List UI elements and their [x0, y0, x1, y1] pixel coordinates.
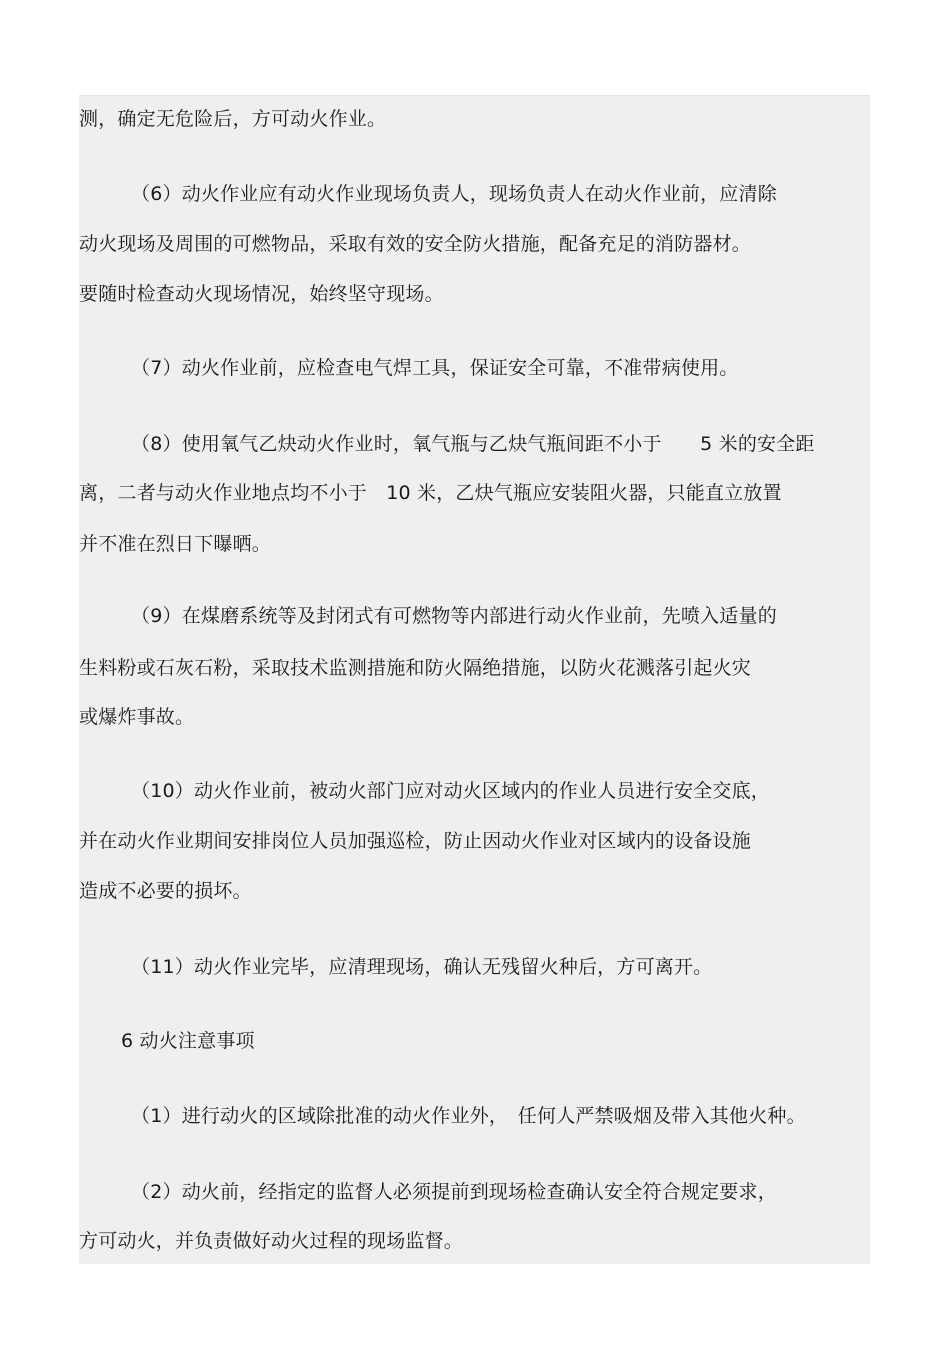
paragraph-9-line-3: 或爆炸事故。 — [79, 706, 195, 728]
paragraph-6-line-1: （6）动火作业应有动火作业现场负责人，现场负责人在动火作业前，应清除 — [131, 183, 777, 205]
note-2-line-2: 方可动火，并负责做好动火过程的现场监督。 — [79, 1230, 464, 1252]
paragraph-6-line-2: 动火现场及周围的可燃物品，采取有效的安全防火措施，配备充足的消防器材。 — [79, 233, 752, 255]
document-page — [79, 95, 870, 1264]
paragraph-10-line-3: 造成不必要的损坏。 — [79, 880, 252, 902]
text-line: 测，确定无危险后，方可动火作业。 — [79, 108, 387, 130]
paragraph-10-line-2: 并在动火作业期间安排岗位人员加强巡检，防止因动火作业对区域内的设备设施 — [79, 830, 752, 852]
paragraph-9-line-1: （9）在煤磨系统等及封闭式有可燃物等内部进行动火作业前，先喷入适量的 — [131, 605, 777, 627]
paragraph-7: （7）动火作业前，应检查电气焊工具，保证安全可靠，不准带病使用。 — [131, 357, 739, 379]
paragraph-10-line-1: （10）动火作业前，被动火部门应对动火区域内的作业人员进行安全交底， — [131, 780, 770, 802]
paragraph-8-line-1: （8）使用氧气乙炔动火作业时，氧气瓶与乙炔气瓶间距不小于 5 米的安全距 — [131, 433, 815, 455]
paragraph-11: （11）动火作业完毕，应清理现场，确认无残留火种后，方可离开。 — [131, 956, 713, 978]
paragraph-6-line-3: 要随时检查动火现场情况，始终坚守现场。 — [79, 283, 444, 305]
section-heading: 6 动火注意事项 — [121, 1030, 255, 1052]
paragraph-8-line-3: 并不准在烈日下曝晒。 — [79, 533, 272, 555]
note-2-line-1: （2）动火前，经指定的监督人必须提前到现场检查确认安全符合规定要求， — [131, 1181, 777, 1203]
note-1: （1）进行动火的区域除批准的动火作业外， 任何人严禁吸烟及带入其他火种。 — [131, 1105, 806, 1127]
paragraph-9-line-2: 生料粉或石灰石粉，采取技术监测措施和防火隔绝措施，以防火花溅落引起火灾 — [79, 657, 752, 679]
paragraph-8-line-2: 离，二者与动火作业地点均不小于 10 米，乙炔气瓶应安装阻火器，只能直立放置 — [79, 482, 782, 504]
